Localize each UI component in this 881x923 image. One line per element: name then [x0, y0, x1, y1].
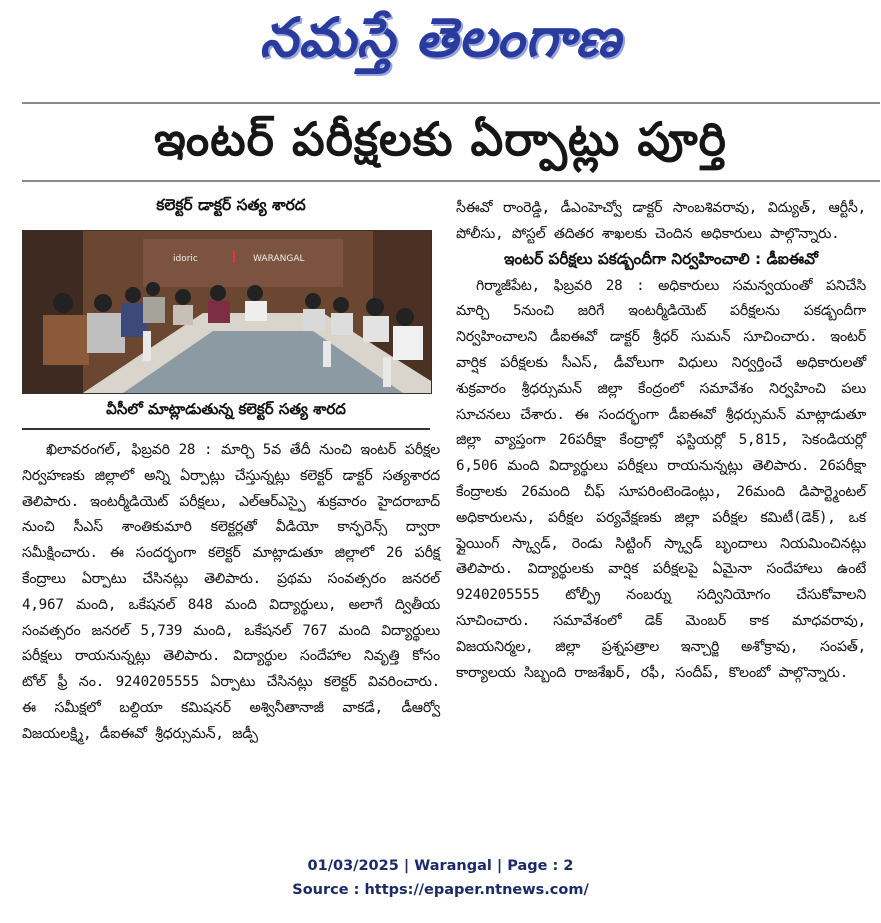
second-article-body: గిర్మాజీపేట, ఫిబ్రవరి 28 : అధికారులు సమన్వయంతో పనిచేసి మార్చి 5నుంచి జరిగే ఇంటర్మీడియెట్ పరీక్షలను పకడ్బందీగా నిర్వహించాలని డీఐఈవో డాక్టర్ శ్రీధర్ సుమన్ సూచించారు. ఇంటర్ వార్షిక పరీక్షలకు సీఎస్, డీవోలుగా విధులు నిర్వర్తించే అధికారులతో శుక్రవారం శ్రీధర్సుమన్ జిల్లా కేంద్రంలో సమావేశం నిర్వహించి పలు సూచనలు చేశారు. ఈ సందర్భంగా డీఐఈవో శ్రీధర్సుమన్ మాట్లాడుతూ జిల్లా వ్యాప్తంగా 26పరీక్షా కేంద్రాల్లో ఫస్టియర్లో 5,815, సెకండియర్లో 6,506 మంది విద్యార్థులు పరీక్షలు రాయనున్నట్లు తెలిపారు. 26పరీక్షా కేంద్రాలకు 26మంది చీఫ్ సూపరింటెండెంట్లు, 26మంది డిపార్ట్మెంటల్ అధికారులను, పరీక్షల పర్యవేక్షణకు జిల్లా పరీక్షల కమిటీ(డెక్), ఒక ఫ్లైయింగ్ స్క్వాడ్, రెండు సిట్టింగ్ స్క్వాడ్ బృందాలు నియమించినట్లు తెలిపారు. విద్యార్థులకు వార్షిక పరీక్షలపై ఏమైనా సందేహాలు ఉంటే 9240205555 టోల్ఫ్రీ నంబర్ను సద్వినియోగం చేసుకోవాలని సూచించారు. సమావేశంలో డెక్ మెంబర్ కాక మాధవరావు, విజయనిర్మల, జిల్లా ప్రశ్నపత్రాల ఇన్చార్జి అశోక్రావు, సంపత్, కార్యాలయ సిబ్బంది రాజశేఖర్, రఫీ, సందీప్, కొలంబో పాల్గొన్నారు. — [456, 277, 866, 681]
article-body-left: ఖిలావరంగల్, ఫిబ్రవరి 28 : మార్చి 5వ తేదీ నుంచి ఇంటర్ పరీక్షల నిర్వహణకు జిల్లాలో అన్ని ఏర్పాట్లు చేస్తున్నట్లు కలెక్టర్ డాక్టర్ సత్యశారద తెలిపారు. ఇంటర్మీడియెట్ పరీక్షలు, ఎల్ఆర్ఎస్పై శుక్రవారం హైదరాబాద్ నుంచి సీఎస్ శాంతికుమారి కలెక్టర్లతో వీడియో కాన్ఫరెన్స్ ద్వారా సమీక్షించారు. ఈ సందర్భంగా కలెక్టర్ మాట్లాడుతూ జిల్లాలో 26 పరీక్ష కేంద్రాలు ఏర్పాటు చేసినట్లు తెలిపారు. ప్రథమ సంవత్సరం జనరల్ 4,967 మంది, ఒకేషనల్ 848 మంది విద్యార్థులు, అలాగే ద్వితీయ సంవత్సరం జనరల్ 5,739 మంది, ఒకేషనల్ 767 మంది విద్యార్థులు పరీక్షలు రాయనున్నట్లు తెలిపారు. విద్యార్థుల సందేహాల నివృత్తి కోసం టోల్ ఫ్రీ నం. 9240205555 ఏర్పాటు చేసినట్లు కలెక్టర్ వివరించారు. ఈ సమీక్షలో బల్దియా కమిషనర్ అశ్వినీతానాజీ వాకడే, డీఆర్వో విజయలక్ష్మి, డీఐఈవో శ్రీధర్సుమన్, జడ్పీ — [22, 442, 440, 742]
meeting-photo-illustration — [23, 231, 431, 393]
room-sign-text: WARANGAL — [253, 254, 305, 264]
article-subhead: కలెక్టర్ డాక్టర్ సత్య శారద — [156, 196, 306, 214]
article-headline: ఇంటర్ పరీక్షలకు ఏర్పాట్లు పూర్తి — [154, 112, 727, 166]
second-article-subhead: ఇంటర్ పరీక్షలు పకడ్బందీగా నిర్వహించాలి : డీఐఈవో — [503, 249, 818, 268]
left-column — [22, 196, 440, 748]
room-logo-text: idoric — [173, 254, 198, 264]
headline-rule — [22, 180, 880, 182]
footer-date-line: 01/03/2025 | Warangal | Page : 2 — [307, 858, 574, 874]
masthead-rule — [22, 102, 880, 104]
newspaper-logo: నమస్తే తెలంగాణ — [259, 6, 622, 69]
article-photo — [22, 230, 432, 394]
footer-source-line: Source : https://epaper.ntnews.com/ — [292, 882, 589, 898]
masthead — [0, 0, 881, 100]
article-body-continued: సీఈవో రాంరెడ్డి, డీఎంహెచ్వో డాక్టర్ సాంబశివరావు, విద్యుత్, ఆర్టీసీ, పోలీసు, పోస్టల్ తదితర శాఖలకు చెందిన అధికారులు పాల్గొన్నారు. — [456, 200, 866, 242]
right-column — [456, 196, 866, 686]
photo-caption: వీసీలో మాట్లాడుతున్న కలెక్టర్ సత్య శారద — [22, 394, 430, 430]
